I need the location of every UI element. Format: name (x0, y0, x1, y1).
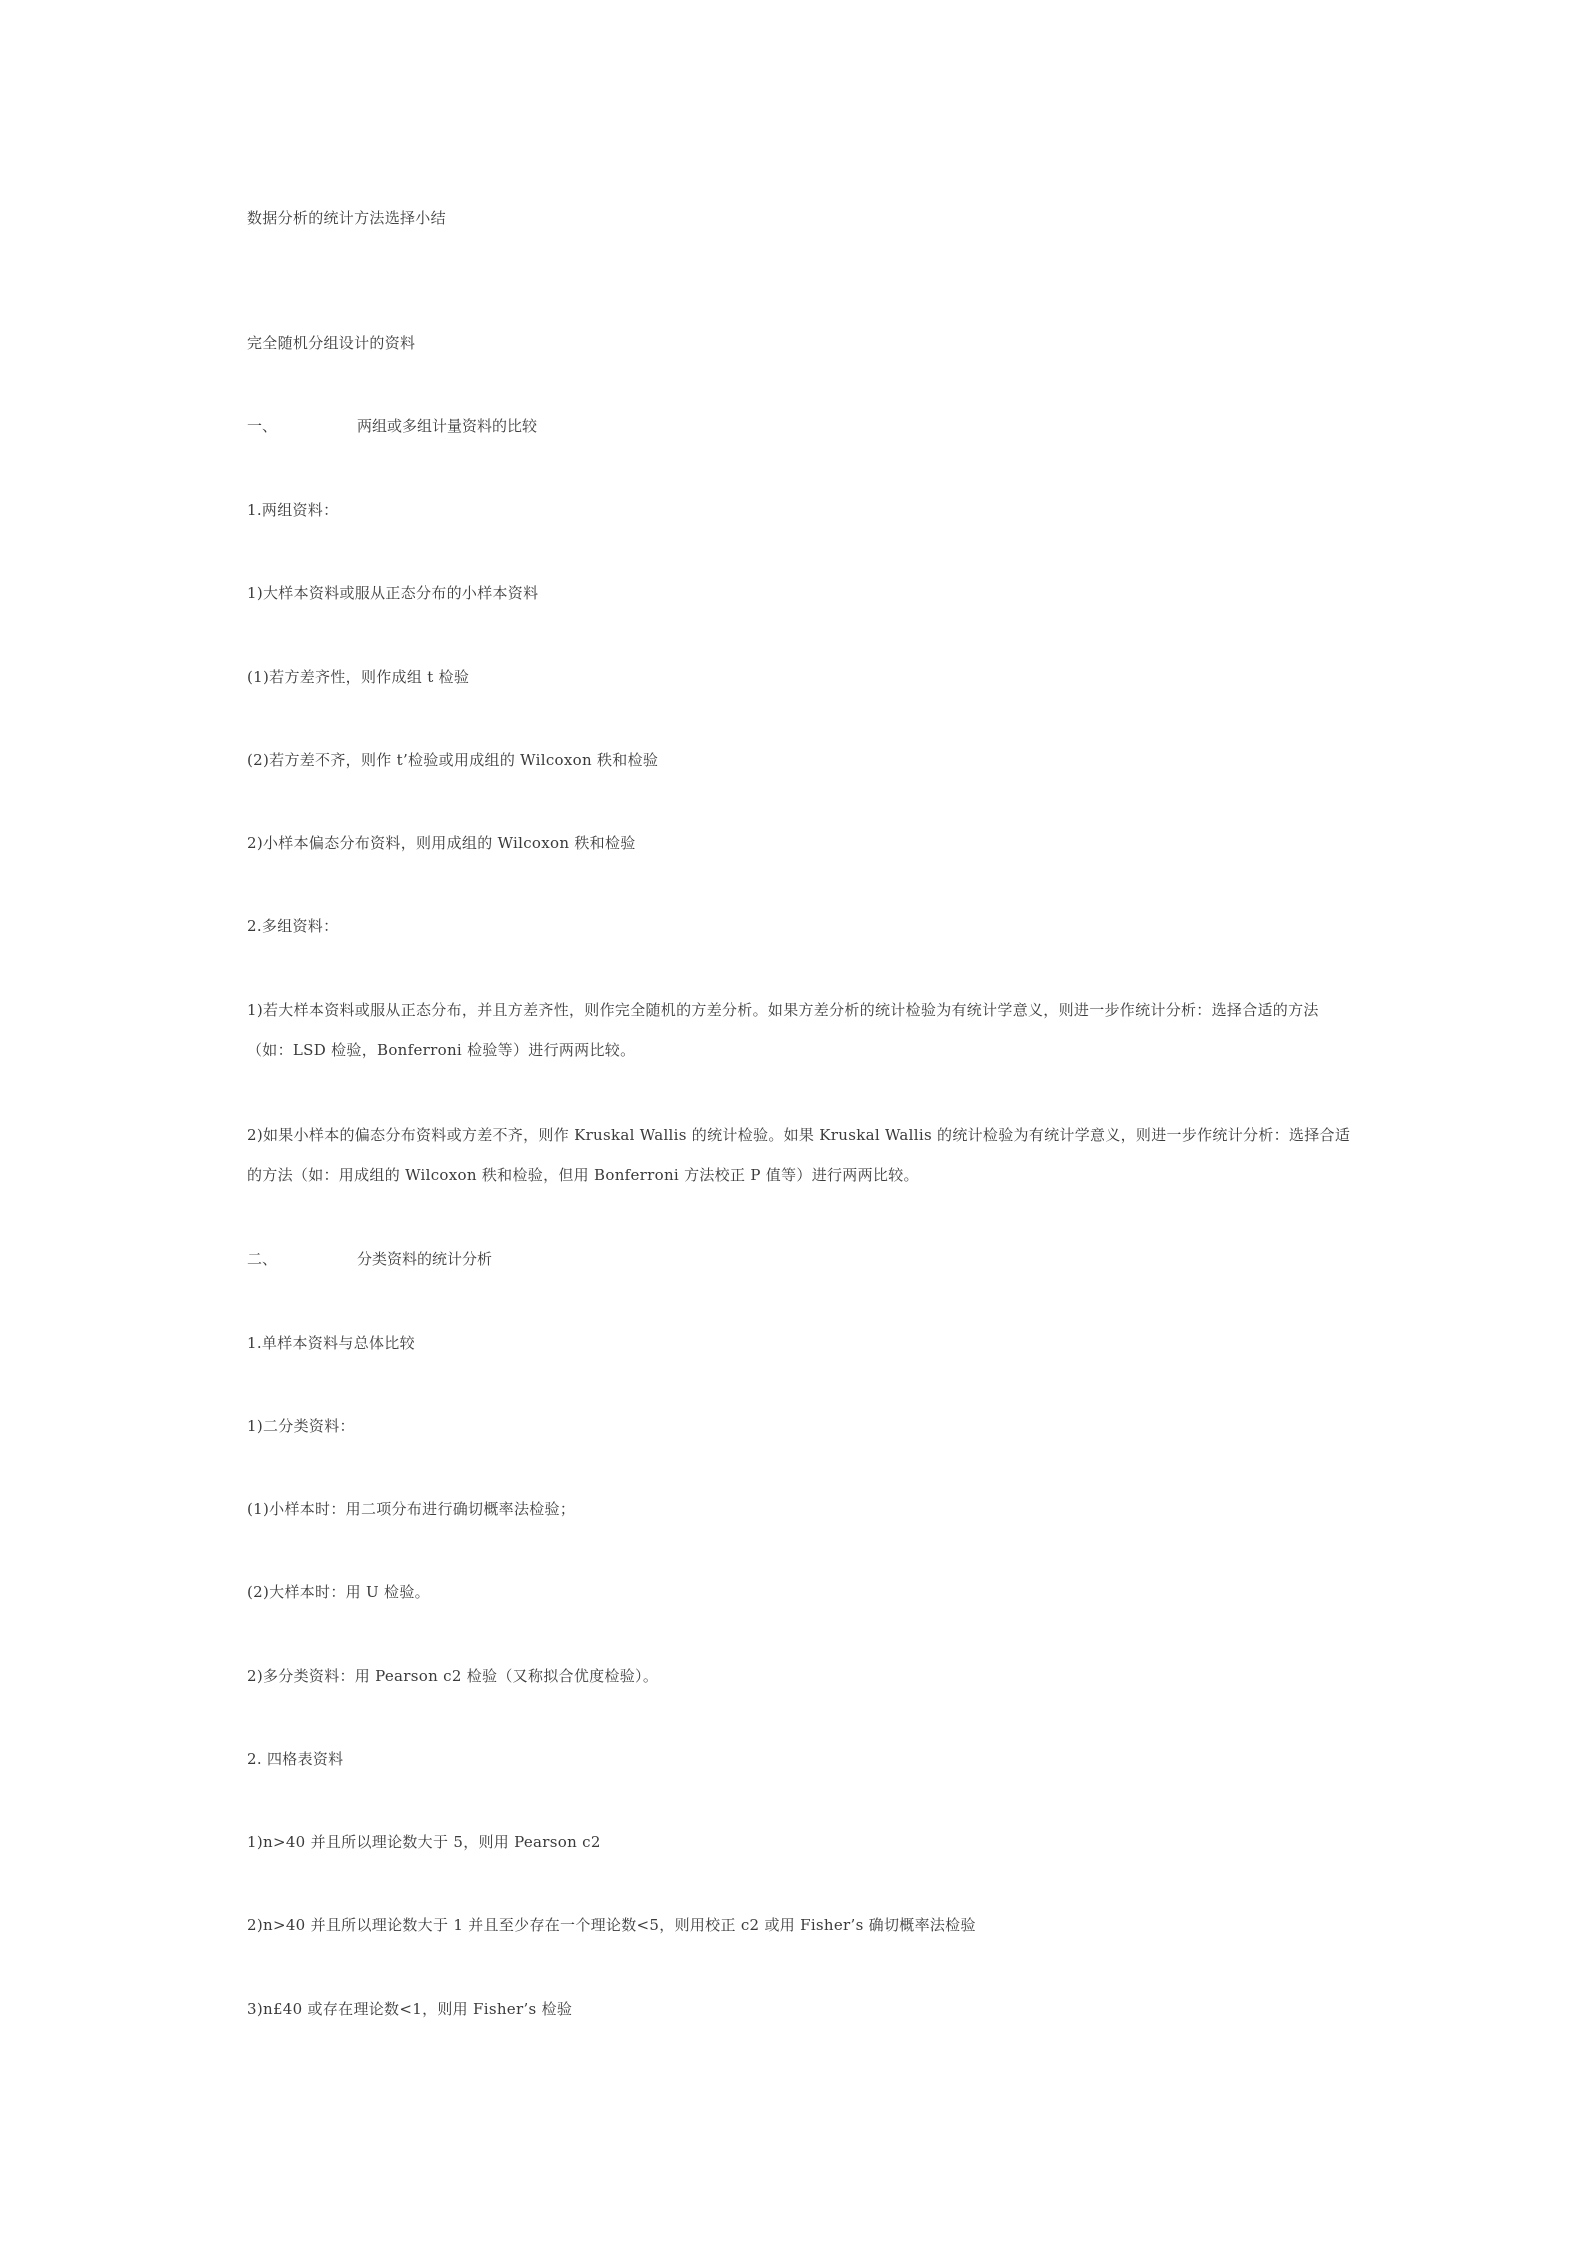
section-2-paragraph: (1)小样本时：用二项分布进行确切概率法检验； (247, 1500, 576, 1518)
section-2-paragraph: 3)n£40 或存在理论数<1，则用 Fisher’s 检验 (247, 2000, 573, 2018)
document-subtitle: 完全随机分组设计的资料 (247, 334, 416, 352)
section-1-paragraph: (2)若方差不齐，则作 t’检验或用成组的 Wilcoxon 秩和检验 (247, 751, 659, 769)
section-1-heading: 两组或多组计量资料的比较 (357, 417, 538, 435)
section-2-paragraph: 1)n>40 并且所以理论数大于 5，则用 Pearson c2 (247, 1833, 601, 1851)
section-1-paragraph-multiline: 2)如果小样本的偏态分布资料或方差不齐，则作 Kruskal Wallis 的统计检验。如果 Kruskal Wallis 的统计检验为有统计学意义，则进一步作统计分析：选择合适的方法（如：用成组的 Wilcoxon 秩和检验，但用 Bonferroni 方法校正 P 值等）进行两两比较。 (247, 1126, 1351, 1184)
section-2-paragraph: 2. 四格表资料 (247, 1750, 344, 1768)
section-1-paragraph: 1.两组资料： (247, 501, 339, 519)
section-2-paragraph: 2)多分类资料：用 Pearson c2 检验（又称拟合优度检验）。 (247, 1667, 659, 1685)
section-2-paragraph: 1.单样本资料与总体比较 (247, 1334, 415, 1352)
document-title: 数据分析的统计方法选择小结 (247, 209, 446, 227)
section-2-number: 二、 (247, 1250, 278, 1268)
section-1-paragraph: 2.多组资料： (247, 917, 339, 935)
section-2-paragraph: (2)大样本时：用 U 检验。 (247, 1583, 430, 1601)
section-1-paragraph-multiline: 1)若大样本资料或服从正态分布，并且方差齐性，则作完全随机的方差分析。如果方差分析的统计检验为有统计学意义，则进一步作统计分析：选择合适的方法（如：LSD 检验，Bonferroni 检验等）进行两两比较。 (247, 1001, 1319, 1059)
section-2-paragraph: 1)二分类资料： (247, 1417, 355, 1435)
section-2-heading: 分类资料的统计分析 (357, 1250, 493, 1268)
section-2-paragraph: 2)n>40 并且所以理论数大于 1 并且至少存在一个理论数<5，则用校正 c2 或用 Fisher’s 确切概率法检验 (247, 1916, 976, 1934)
section-1-paragraph: (1)若方差齐性，则作成组 t 检验 (247, 668, 470, 686)
section-1-number: 一、 (247, 417, 278, 435)
section-1-paragraph: 2)小样本偏态分布资料，则用成组的 Wilcoxon 秩和检验 (247, 834, 636, 852)
section-1-paragraph: 1)大样本资料或服从正态分布的小样本资料 (247, 584, 539, 602)
